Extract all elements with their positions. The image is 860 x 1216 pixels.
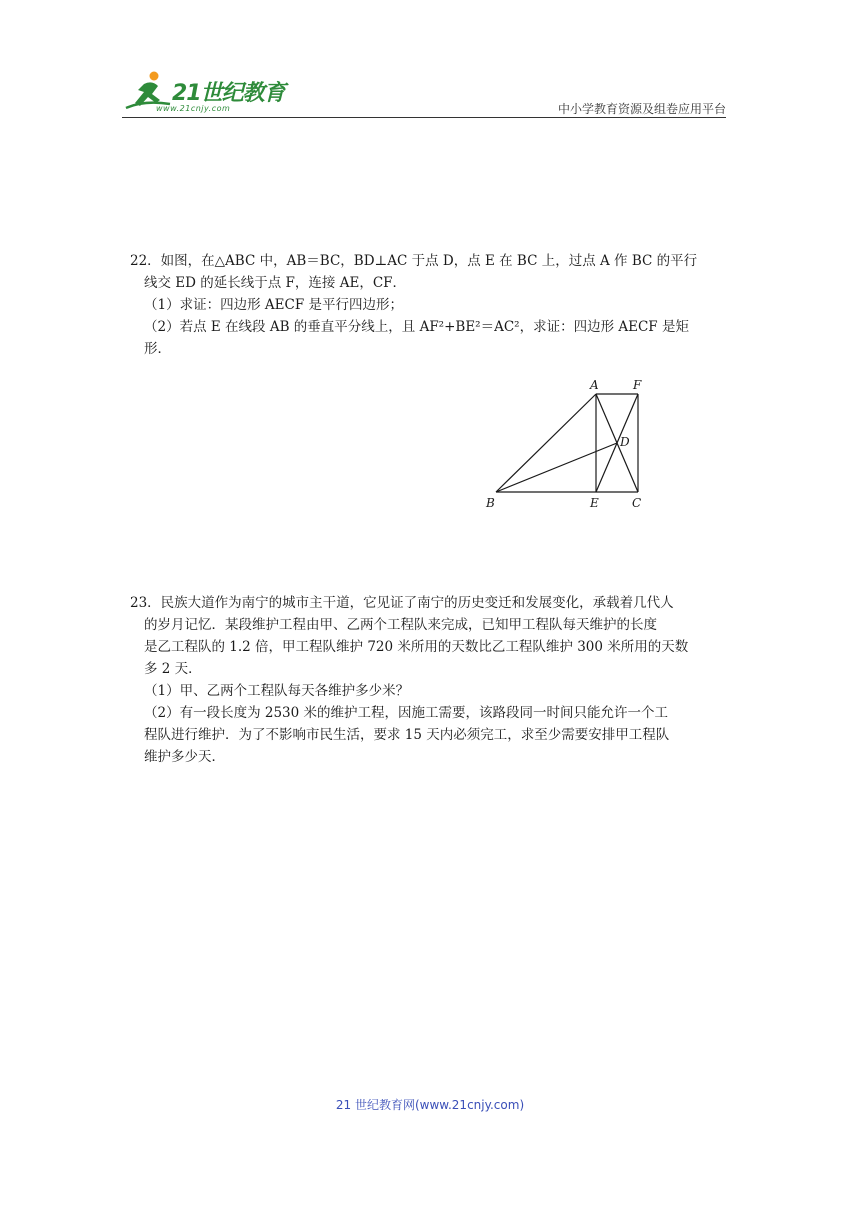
q22-part2-line2: 形． <box>144 341 171 357</box>
logo <box>122 66 322 116</box>
q23-line4: 多 2 天． <box>144 661 202 677</box>
page-header <box>122 66 726 120</box>
logo-url: www.21cnjy.com <box>156 104 231 113</box>
platform-name: 中小学教育资源及组卷应用平台 <box>557 102 726 116</box>
q23-part1: （1）甲、乙两个工程队每天各维护多少米？ <box>144 683 410 699</box>
label-a: A <box>590 378 599 392</box>
logo-text: 21世纪教育 <box>172 81 285 106</box>
page-footer: 21 世纪教育网(www.21cnjy.com) <box>335 1098 525 1112</box>
q23-part2-line3: 维护多少天． <box>144 749 225 765</box>
q23-part2-line1: （2）有一段长度为 2530 米的维护工程，因施工需要，该路段同一时间只能允许一个工 <box>144 705 669 721</box>
q22-part1: （1）求证：四边形 AECF 是平行四边形； <box>144 297 403 313</box>
q23-part2-line2: 程队进行维护．为了不影响市民生活，要求 15 天内必须完工，求至少需要安排甲工程队 <box>144 727 670 743</box>
question-22 <box>130 250 730 360</box>
q23-line1: 23．民族大道作为南宁的城市主干道，它见证了南宁的历史变迁和发展变化，承载着几代人 <box>130 595 674 611</box>
figure-svg <box>482 376 652 512</box>
header-divider <box>122 117 726 118</box>
q22-stem-line1: 22．如图，在△ABC 中，AB＝BC，BD⊥AC 于点 D，点 E 在 BC 上，过点 A 作 BC 的平行 <box>130 253 698 269</box>
geometry-figure <box>482 376 652 512</box>
label-c: C <box>632 496 642 510</box>
q23-line3: 是乙工程队的 1.2 倍，甲工程队维护 720 米所用的天数比乙工程队维护 300 米所用的天数 <box>144 639 689 655</box>
q22-stem-line2: 线交 ED 的延长线于点 F，连接 AE，CF． <box>144 275 407 291</box>
segment-ab <box>496 394 596 492</box>
question-23 <box>130 592 730 768</box>
q22-part2-line1: （2）若点 E 在线段 AB 的垂直平分线上，且 AF²+BE²＝AC²，求证：四边形 AECF 是矩 <box>144 319 689 335</box>
label-b: B <box>486 496 495 510</box>
label-d: D <box>620 435 630 449</box>
q23-line2: 的岁月记忆．某段维护工程由甲、乙两个工程队来完成，已知甲工程队每天维护的长度 <box>144 617 657 633</box>
label-e: E <box>590 496 599 510</box>
label-f: F <box>633 378 642 392</box>
